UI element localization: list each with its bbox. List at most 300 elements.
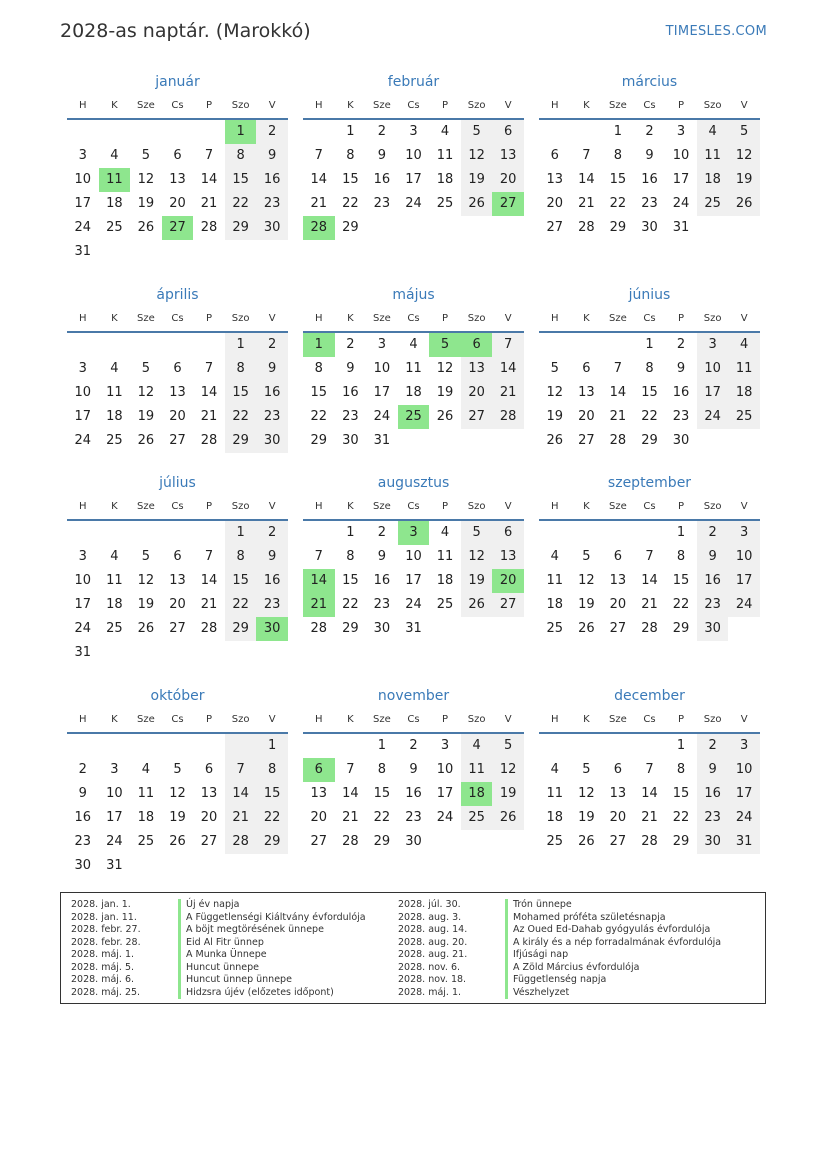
day-cell: 7 <box>204 148 214 163</box>
empty-cell <box>162 120 194 144</box>
weekday-label: Sze <box>373 501 391 512</box>
weekday-label: V <box>504 100 512 111</box>
empty-cell <box>571 120 603 144</box>
day-cell: 21 <box>641 810 658 825</box>
day-cell: 17 <box>728 569 760 593</box>
day-cell: 18 <box>697 168 729 192</box>
empty-cell <box>571 333 603 357</box>
day-cell: 20 <box>609 597 627 612</box>
day-cell: 16 <box>697 569 729 593</box>
empty-cell <box>162 521 194 545</box>
empty-cell <box>162 333 194 357</box>
day-cell: 20 <box>169 597 186 612</box>
day-cell: 5 <box>492 734 524 758</box>
legend-date: 2028. nov. 6. <box>398 961 461 973</box>
day-cell: 24 <box>728 593 760 617</box>
day-cell: 1 <box>613 124 623 139</box>
day-cell: 22 <box>225 593 257 617</box>
day-cell: 8 <box>225 545 257 569</box>
day-cell: 14 <box>492 357 524 381</box>
day-cell: 7 <box>645 549 654 564</box>
day-cell: 22 <box>342 196 359 211</box>
day-cell: 23 <box>672 409 690 424</box>
day-cell: 5 <box>141 361 151 376</box>
day-cell: 6 <box>173 549 182 564</box>
day-cell: 1 <box>225 120 257 144</box>
day-cell: 12 <box>728 144 760 168</box>
day-cell: 12 <box>137 573 155 588</box>
day-cell: 4 <box>461 734 493 758</box>
day-cell: 23 <box>697 806 729 830</box>
day-cell: 30 <box>256 617 288 641</box>
day-cell: 30 <box>342 433 359 448</box>
weekday-label: K <box>111 313 118 324</box>
empty-cell <box>130 854 162 878</box>
day-cell: 2 <box>697 734 729 758</box>
day-cell: 21 <box>200 196 218 211</box>
day-cell: 18 <box>728 381 760 405</box>
day-grid <box>303 521 524 641</box>
day-cell: 17 <box>106 810 123 825</box>
month-3 <box>539 70 760 240</box>
legend-holiday-name: Ifjúsági nap <box>505 949 568 962</box>
empty-cell <box>162 641 194 665</box>
day-cell: 29 <box>310 433 328 448</box>
day-cell: 15 <box>310 385 328 400</box>
day-cell: 16 <box>373 573 391 588</box>
day-cell: 23 <box>342 409 359 424</box>
weekday-label: H <box>79 501 87 512</box>
day-cell: 16 <box>641 172 658 187</box>
legend-holiday-name: Függetlenség napja <box>505 974 606 987</box>
day-cell: 11 <box>99 168 131 192</box>
weekday-label: K <box>347 501 354 512</box>
day-cell: 9 <box>409 762 418 777</box>
weekday-label: V <box>268 313 276 324</box>
day-cell: 11 <box>436 549 454 564</box>
empty-cell <box>225 240 257 264</box>
empty-cell <box>162 734 194 758</box>
empty-cell <box>193 333 225 357</box>
legend-row <box>71 924 366 937</box>
day-cell: 15 <box>641 385 658 400</box>
weekday-header <box>303 495 524 521</box>
empty-cell <box>697 429 729 453</box>
legend-date: 2028. aug. 20. <box>398 936 468 948</box>
empty-cell <box>193 854 225 878</box>
day-cell: 13 <box>609 573 627 588</box>
month-5 <box>303 283 524 453</box>
weekday-label: V <box>740 501 748 512</box>
day-cell: 31 <box>405 621 422 636</box>
empty-cell <box>225 641 257 665</box>
empty-cell <box>193 521 225 545</box>
day-cell: 22 <box>641 409 658 424</box>
day-cell: 5 <box>582 762 591 777</box>
day-cell: 13 <box>546 172 564 187</box>
empty-cell <box>461 216 493 240</box>
day-cell: 29 <box>225 216 257 240</box>
day-cell: 5 <box>728 120 760 144</box>
day-cell: 14 <box>609 385 627 400</box>
day-cell: 18 <box>106 196 123 211</box>
empty-cell <box>492 216 524 240</box>
day-cell: 18 <box>405 385 422 400</box>
day-cell: 28 <box>609 433 627 448</box>
day-cell: 14 <box>641 573 658 588</box>
day-cell: 14 <box>200 573 218 588</box>
legend-holiday-name: Mohamed próféta születésnapja <box>505 912 666 925</box>
brand-link[interactable]: TIMESLES.COM <box>665 24 767 39</box>
weekday-label: Cs <box>171 714 184 725</box>
weekday-label: Cs <box>407 714 420 725</box>
legend-holiday-name: Trón ünnepe <box>505 899 572 912</box>
day-cell: 29 <box>641 433 658 448</box>
legend-row <box>398 924 721 937</box>
day-cell: 11 <box>728 357 760 381</box>
day-cell: 1 <box>225 333 257 357</box>
legend-row <box>71 899 366 912</box>
day-cell: 3 <box>440 738 450 753</box>
weekday-label: Cs <box>643 100 656 111</box>
empty-cell <box>99 240 131 264</box>
empty-cell <box>539 120 571 144</box>
day-cell: 12 <box>546 385 564 400</box>
day-cell: 29 <box>225 429 257 453</box>
day-grid <box>539 333 760 453</box>
weekday-header <box>303 708 524 734</box>
day-cell: 30 <box>74 858 92 873</box>
empty-cell <box>130 120 162 144</box>
day-cell: 29 <box>672 621 690 636</box>
weekday-label: K <box>583 501 590 512</box>
day-cell: 12 <box>578 786 595 801</box>
weekday-label: H <box>79 100 87 111</box>
day-cell: 31 <box>728 830 760 854</box>
legend-holiday-name: Huncut ünnepe <box>178 962 259 975</box>
day-cell: 18 <box>106 597 123 612</box>
month-name: október <box>150 688 205 704</box>
legend-row <box>398 937 721 950</box>
day-cell: 4 <box>409 337 418 352</box>
day-cell: 23 <box>74 834 92 849</box>
day-cell: 17 <box>405 172 422 187</box>
day-cell: 24 <box>697 405 729 429</box>
day-cell: 22 <box>609 196 627 211</box>
weekday-label: H <box>79 714 87 725</box>
weekday-header <box>303 94 524 120</box>
day-cell: 9 <box>697 545 729 569</box>
day-cell: 17 <box>373 385 391 400</box>
weekday-label: Sze <box>137 100 155 111</box>
day-cell: 10 <box>436 762 454 777</box>
day-cell: 30 <box>256 216 288 240</box>
empty-cell <box>539 734 571 758</box>
weekday-label: Sze <box>609 313 627 324</box>
day-cell: 25 <box>106 621 123 636</box>
weekday-label: H <box>551 501 559 512</box>
weekday-label: Sze <box>373 100 391 111</box>
day-cell: 24 <box>436 810 454 825</box>
day-cell: 17 <box>405 573 422 588</box>
day-cell: 6 <box>173 361 182 376</box>
day-cell: 28 <box>200 621 218 636</box>
month-name: szeptember <box>607 475 692 491</box>
weekday-label: Cs <box>171 100 184 111</box>
day-cell: 6 <box>613 762 623 777</box>
day-cell: 23 <box>373 597 391 612</box>
day-cell: 16 <box>256 381 288 405</box>
empty-cell <box>256 854 288 878</box>
weekday-header <box>67 708 288 734</box>
legend-row <box>71 949 366 962</box>
month-name: február <box>387 74 440 90</box>
weekday-label: P <box>206 100 213 111</box>
day-grid <box>67 521 288 665</box>
day-cell: 27 <box>169 621 186 636</box>
day-cell: 11 <box>106 385 123 400</box>
empty-cell <box>602 333 634 357</box>
empty-cell <box>461 429 493 453</box>
weekday-label: Cs <box>643 714 656 725</box>
empty-cell <box>130 240 162 264</box>
weekday-label: Cs <box>407 501 420 512</box>
day-cell: 7 <box>613 361 623 376</box>
month-name: november <box>377 688 450 704</box>
day-cell: 14 <box>641 786 658 801</box>
day-cell: 8 <box>676 762 686 777</box>
day-cell: 3 <box>398 521 430 545</box>
day-cell: 9 <box>676 361 686 376</box>
day-cell: 30 <box>405 834 422 849</box>
day-cell: 3 <box>78 549 87 564</box>
empty-cell <box>225 854 257 878</box>
day-cell: 27 <box>162 216 194 240</box>
weekday-header <box>539 708 760 734</box>
day-cell: 23 <box>641 196 658 211</box>
day-cell: 23 <box>405 810 422 825</box>
day-cell: 25 <box>697 192 729 216</box>
empty-cell <box>130 521 162 545</box>
day-cell: 19 <box>492 782 524 806</box>
empty-cell <box>697 216 729 240</box>
weekday-label: V <box>740 100 748 111</box>
month-2 <box>303 70 524 240</box>
day-cell: 24 <box>106 834 123 849</box>
weekday-label: K <box>347 313 354 324</box>
day-cell: 12 <box>461 545 493 569</box>
day-cell: 19 <box>137 409 155 424</box>
legend-row <box>71 937 366 950</box>
day-cell: 10 <box>697 357 729 381</box>
day-cell: 22 <box>672 810 690 825</box>
day-grid <box>539 120 760 240</box>
day-cell: 16 <box>373 172 391 187</box>
day-cell: 1 <box>303 333 335 357</box>
weekday-label: K <box>583 714 590 725</box>
day-cell: 29 <box>672 834 690 849</box>
month-name: június <box>628 287 671 303</box>
day-cell: 31 <box>672 220 690 235</box>
legend-date: 2028. aug. 21. <box>398 949 468 960</box>
day-cell: 11 <box>461 758 493 782</box>
weekday-label: P <box>206 501 213 512</box>
month-name: augusztus <box>377 475 450 491</box>
day-cell: 5 <box>461 120 493 144</box>
day-cell: 15 <box>342 172 359 187</box>
day-cell: 29 <box>342 220 359 235</box>
empty-cell <box>162 240 194 264</box>
legend-holiday-name: A király és a nép forradalmának évfordulója <box>505 937 721 950</box>
day-grid <box>67 734 288 878</box>
day-cell: 2 <box>676 337 686 352</box>
day-cell: 25 <box>546 834 564 849</box>
empty-cell <box>193 240 225 264</box>
empty-cell <box>429 830 461 854</box>
weekday-label: Cs <box>407 100 420 111</box>
legend-row <box>398 899 721 912</box>
day-cell: 1 <box>377 738 387 753</box>
day-cell: 15 <box>342 573 359 588</box>
day-cell: 19 <box>578 597 595 612</box>
month-8 <box>303 471 524 641</box>
weekday-label: P <box>206 714 213 725</box>
empty-cell <box>461 617 493 641</box>
day-cell: 13 <box>310 786 328 801</box>
weekday-label: Cs <box>643 501 656 512</box>
weekday-label: P <box>678 100 685 111</box>
day-cell: 8 <box>225 144 257 168</box>
weekday-header <box>539 94 760 120</box>
day-cell: 30 <box>373 621 391 636</box>
empty-cell <box>67 120 99 144</box>
empty-cell <box>634 734 666 758</box>
day-cell: 11 <box>436 148 454 163</box>
legend-date: 2028. aug. 14. <box>398 924 468 935</box>
day-cell: 19 <box>578 810 595 825</box>
day-cell: 12 <box>578 573 595 588</box>
weekday-label: K <box>583 100 590 111</box>
day-cell: 22 <box>342 597 359 612</box>
day-cell: 14 <box>342 786 359 801</box>
day-cell: 21 <box>200 597 218 612</box>
legend-date: 2028. febr. 28. <box>71 936 141 948</box>
day-cell: 14 <box>578 172 595 187</box>
day-cell: 21 <box>342 810 359 825</box>
day-cell: 29 <box>373 834 391 849</box>
empty-cell <box>99 521 131 545</box>
day-cell: 1 <box>676 525 686 540</box>
day-cell: 21 <box>609 409 627 424</box>
day-cell: 19 <box>546 409 564 424</box>
weekday-label: Szo <box>231 501 250 512</box>
day-cell: 30 <box>697 830 729 854</box>
day-cell: 5 <box>141 549 151 564</box>
day-cell: 9 <box>377 549 387 564</box>
day-cell: 21 <box>492 381 524 405</box>
day-cell: 2 <box>697 521 729 545</box>
day-cell: 9 <box>697 758 729 782</box>
day-cell: 19 <box>728 168 760 192</box>
day-cell: 29 <box>225 617 257 641</box>
weekday-label: Sze <box>137 714 155 725</box>
day-cell: 8 <box>225 357 257 381</box>
empty-cell <box>461 830 493 854</box>
day-cell: 25 <box>137 834 155 849</box>
day-cell: 17 <box>436 786 454 801</box>
day-cell: 5 <box>429 333 461 357</box>
weekday-label: Szo <box>703 313 722 324</box>
day-cell: 26 <box>137 433 155 448</box>
day-cell: 30 <box>672 433 690 448</box>
day-cell: 1 <box>676 738 686 753</box>
weekday-label: K <box>347 100 354 111</box>
weekday-header <box>303 307 524 333</box>
weekday-label: Sze <box>609 501 627 512</box>
day-cell: 6 <box>204 762 214 777</box>
day-cell: 6 <box>582 361 591 376</box>
empty-cell <box>429 429 461 453</box>
day-cell: 25 <box>728 405 760 429</box>
day-cell: 1 <box>256 734 288 758</box>
day-cell: 19 <box>461 168 493 192</box>
month-9 <box>539 471 760 641</box>
day-cell: 9 <box>256 357 288 381</box>
weekday-label: Cs <box>171 313 184 324</box>
day-cell: 23 <box>256 405 288 429</box>
day-cell: 9 <box>377 148 387 163</box>
day-cell: 2 <box>256 120 288 144</box>
day-cell: 18 <box>137 810 155 825</box>
day-cell: 12 <box>461 144 493 168</box>
day-cell: 8 <box>346 549 355 564</box>
day-cell: 21 <box>310 196 328 211</box>
weekday-header <box>67 495 288 521</box>
weekday-label: P <box>678 501 685 512</box>
day-cell: 22 <box>373 810 391 825</box>
day-cell: 3 <box>728 521 760 545</box>
weekday-label: P <box>678 313 685 324</box>
weekday-label: Szo <box>467 714 486 725</box>
day-cell: 5 <box>582 549 591 564</box>
day-cell: 25 <box>106 220 123 235</box>
day-cell: 6 <box>461 333 493 357</box>
day-cell: 18 <box>106 409 123 424</box>
day-cell: 10 <box>672 148 690 163</box>
day-cell: 3 <box>78 148 87 163</box>
day-cell: 25 <box>398 405 430 429</box>
weekday-label: H <box>551 714 559 725</box>
day-cell: 26 <box>578 621 595 636</box>
day-cell: 25 <box>461 806 493 830</box>
day-cell: 19 <box>169 810 186 825</box>
empty-cell <box>303 120 335 144</box>
day-cell: 20 <box>546 196 564 211</box>
day-cell: 25 <box>106 433 123 448</box>
month-7 <box>67 471 288 665</box>
day-cell: 18 <box>436 573 454 588</box>
day-cell: 10 <box>74 573 92 588</box>
empty-cell <box>602 521 634 545</box>
empty-cell <box>571 521 603 545</box>
day-cell: 4 <box>728 333 760 357</box>
day-cell: 3 <box>110 762 119 777</box>
day-cell: 28 <box>492 405 524 429</box>
day-cell: 18 <box>436 172 454 187</box>
day-cell: 21 <box>200 409 218 424</box>
day-cell: 8 <box>256 758 288 782</box>
day-grid <box>539 521 760 641</box>
